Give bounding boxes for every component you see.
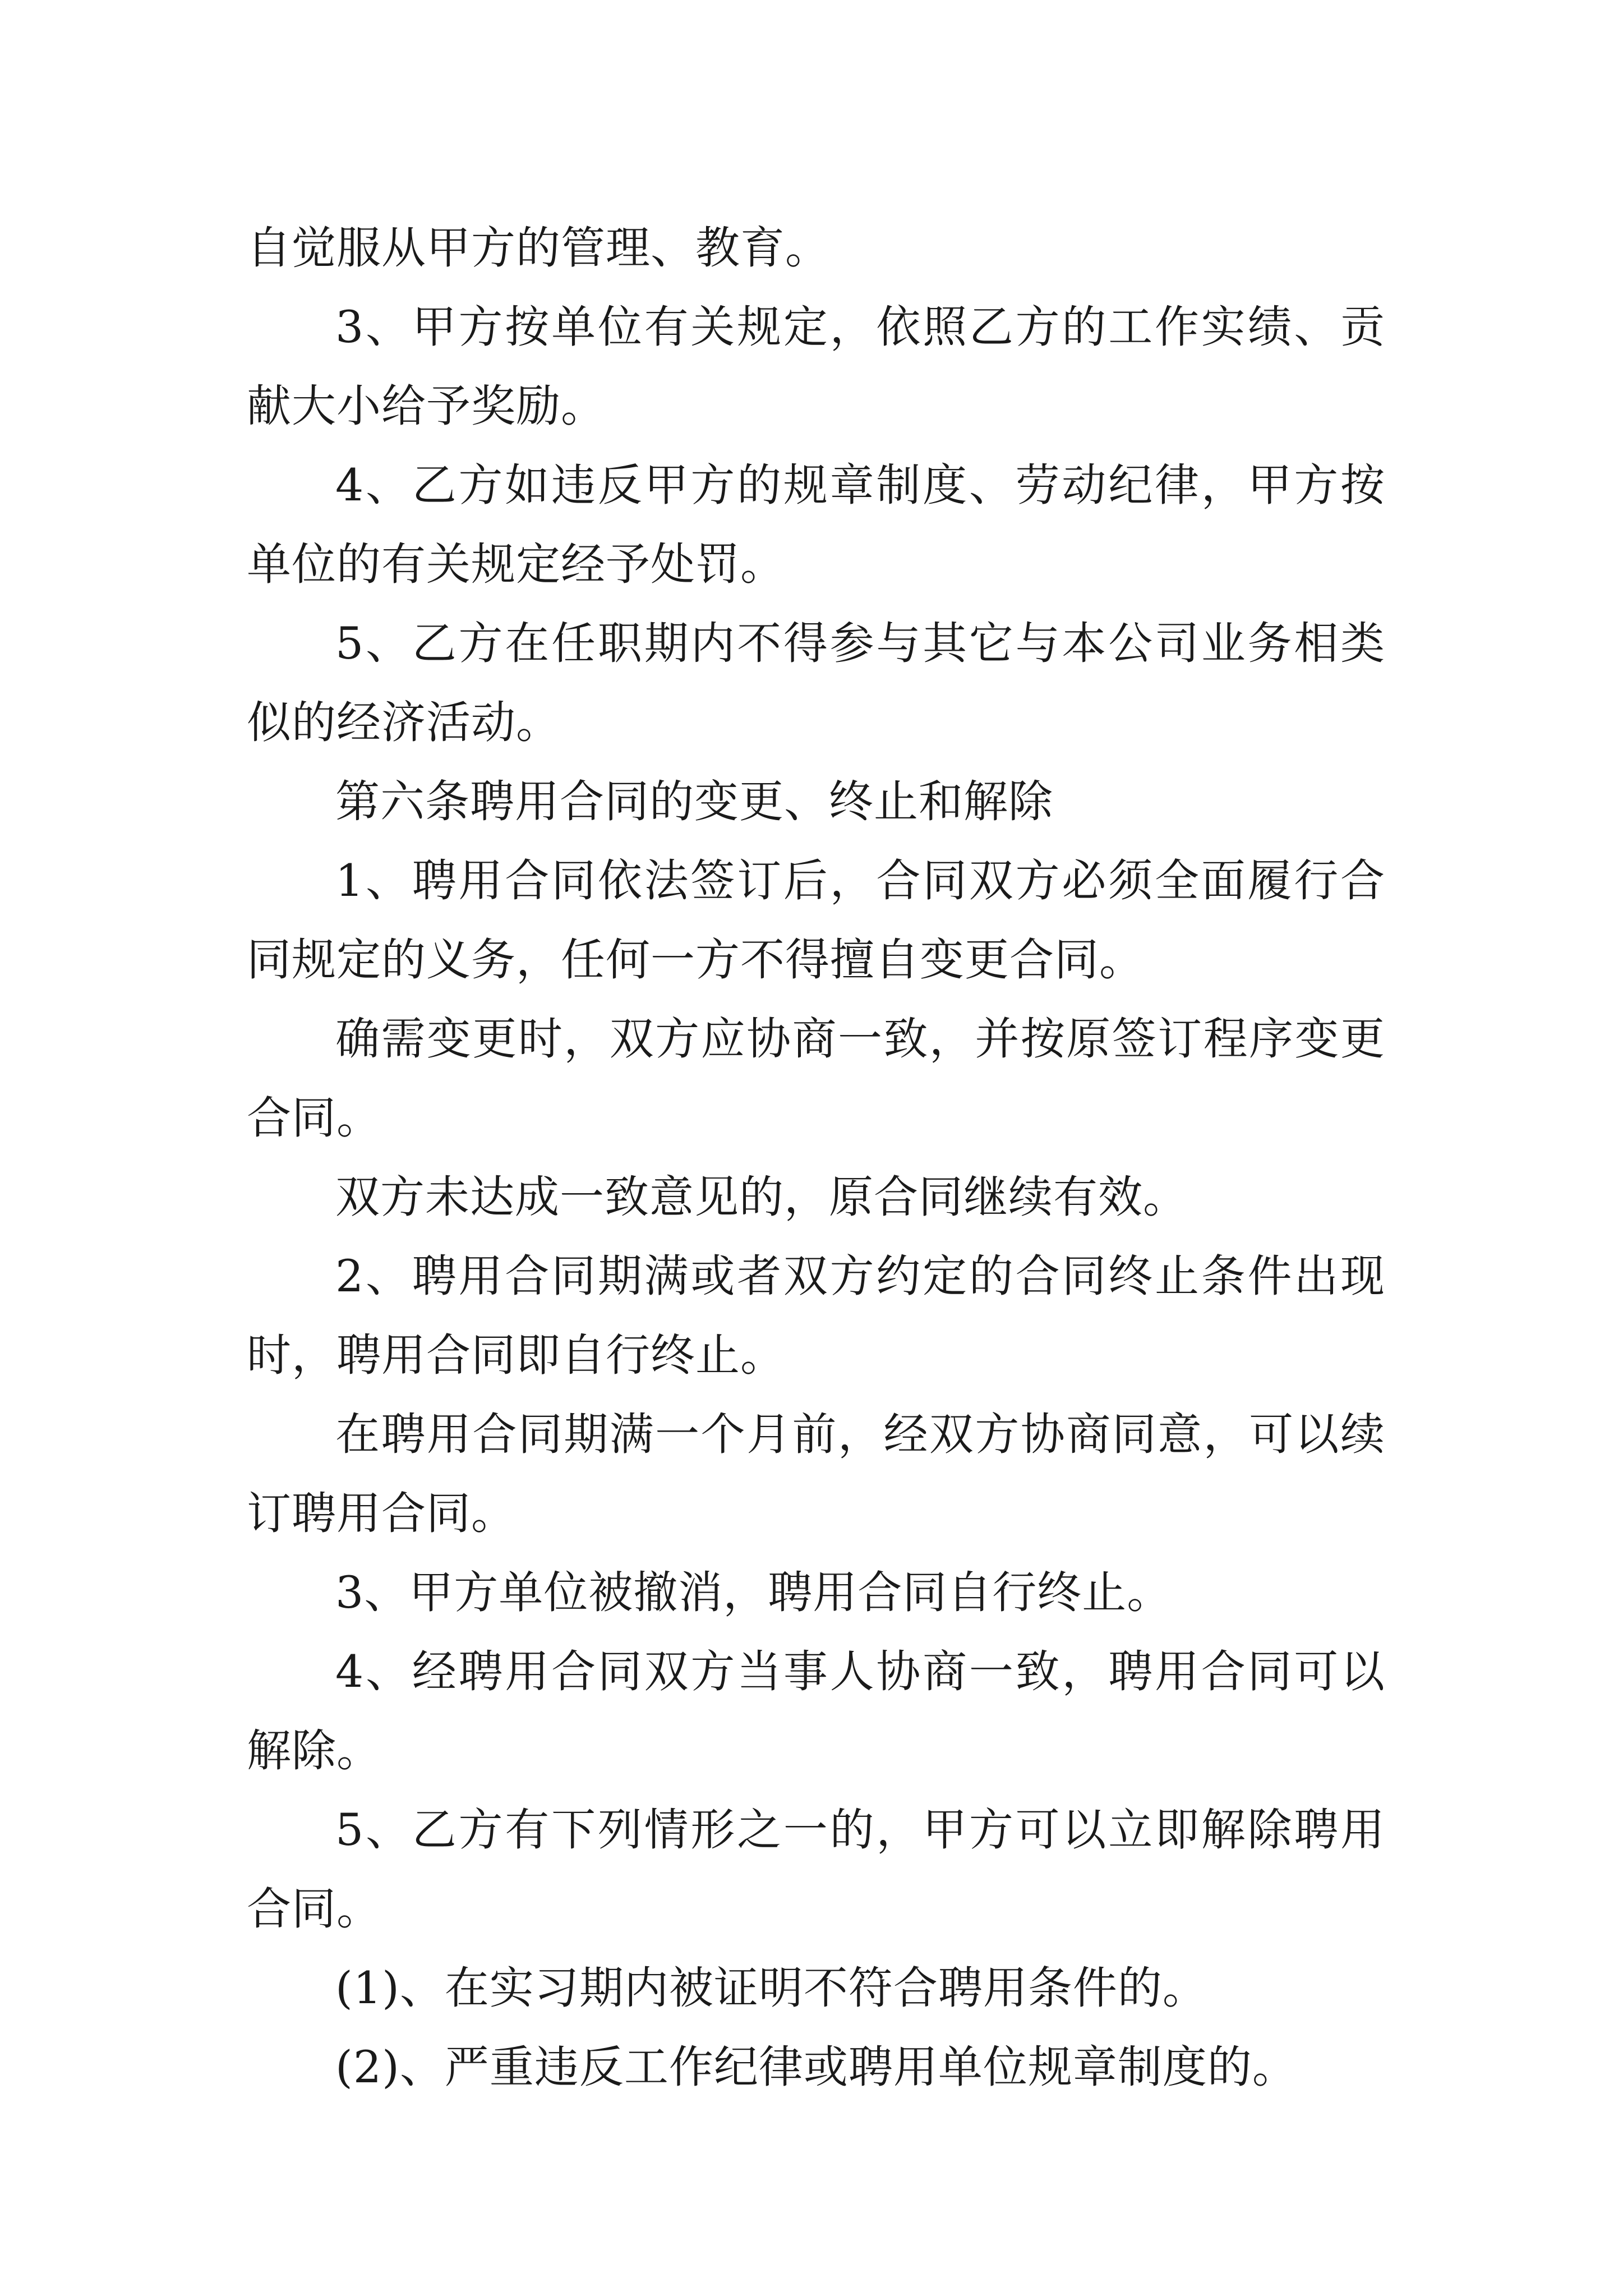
paragraph: 2、聘用合同期满或者双方约定的合同终止条件出现时，聘用合同即自行终止。 bbox=[247, 1250, 1385, 1381]
paragraph: 5、乙方在任职期内不得参与其它与本公司业务相类似的经济活动。 bbox=[247, 618, 1385, 748]
paragraph: 自觉服从甲方的管理、教育。 bbox=[247, 222, 830, 274]
paragraph: 在聘用合同期满一个月前，经双方协商同意，可以续订聘用合同。 bbox=[247, 1409, 1385, 1539]
paragraph: 4、经聘用合同双方当事人协商一致，聘用合同可以解除。 bbox=[247, 1646, 1385, 1777]
paragraph: 3、甲方按单位有关规定，依照乙方的工作实绩、贡献大小给予奖励。 bbox=[247, 301, 1385, 432]
list-item: (1)、在实习期内被证明不符合聘用条件的。 bbox=[335, 1962, 1207, 2014]
paragraph: 4、乙方如违反甲方的规章制度、劳动纪律，甲方按单位的有关规定经予处罚。 bbox=[247, 459, 1385, 590]
section-heading: 第六条聘用合同的变更、终止和解除 bbox=[335, 776, 1053, 827]
paragraph: 3、甲方单位被撤消，聘用合同自行终止。 bbox=[335, 1567, 1172, 1618]
paragraph: 5、乙方有下列情形之一的，甲方可以立即解除聘用合同。 bbox=[247, 1804, 1385, 1935]
paragraph: 确需变更时，双方应协商一致，并按原签订程序变更合同。 bbox=[247, 1013, 1385, 1144]
document-body bbox=[247, 209, 1385, 2107]
paragraph: 双方未达成一致意见的，原合同继续有效。 bbox=[335, 1171, 1188, 1223]
list-item: (2)、严重违反工作纪律或聘用单位规章制度的。 bbox=[335, 2041, 1297, 2093]
paragraph: 1、聘用合同依法签订后，合同双方必须全面履行合同规定的义务，任何一方不得擅自变更合同。 bbox=[247, 855, 1385, 986]
